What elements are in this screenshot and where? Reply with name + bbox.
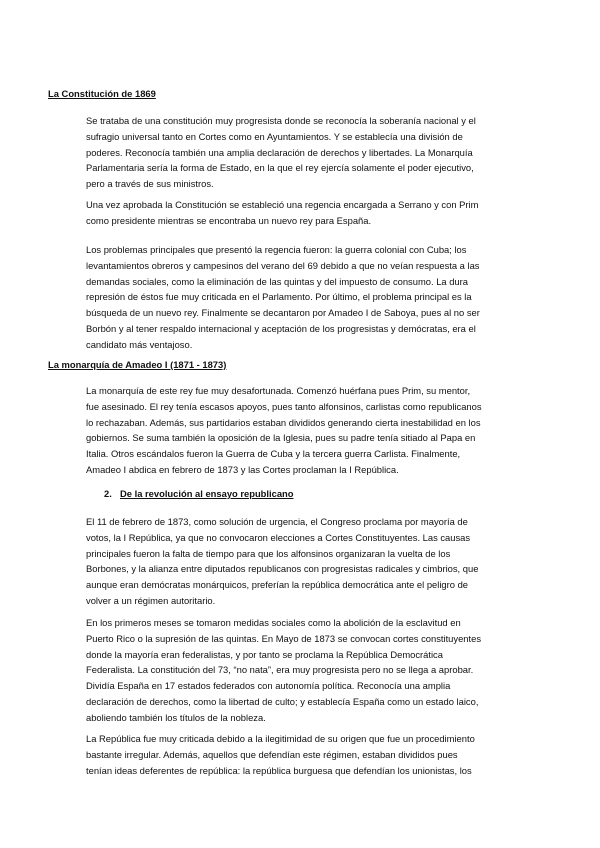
text-line: Dividía España en 17 estados federados con autonomía política. Reconocía una amplia <box>86 680 451 692</box>
paragraph-criticas-republica <box>86 731 475 778</box>
text-line: como presidente mientras se encontraba un nuevo rey para España. <box>86 214 372 226</box>
text-line: aboliendo también los títulos de la nobleza. <box>86 711 266 723</box>
text-line: Una vez aprobada la Constitución se estableció una regencia encargada a Serrano y con Prim <box>86 199 479 210</box>
text-line: El 11 de febrero de 1873, como solución de urgencia, el Congreso proclama por mayoría de <box>86 516 468 527</box>
text-line: gobiernos. Se suma también la oposición de la Iglesia, pues su padre tenía sitiado al Papa en <box>86 432 476 444</box>
text-line: candidato más ventajoso. <box>86 338 193 350</box>
text-line: sufragio universal tanto en Cortes como en Ayuntamientos. Y se establecía una división de <box>86 130 463 142</box>
text-line: Parlamentaria sería la forma de Estado, en la que el rey ejercía solamente el poder ejecutivo, <box>86 162 474 174</box>
paragraph-proclamacion-republica <box>86 514 478 609</box>
text-line: demandas sociales, como la eliminación de las quintas y del impuesto de consumo. La dura <box>86 275 468 287</box>
paragraph-constitucion <box>86 113 476 192</box>
section-heading-constitucion-1869: La Constitución de 1869 <box>48 88 156 99</box>
text-line: Italia. Otros escándalos fueron la Guerra de Cuba y la tercera guerra Carlista. Finalmente, <box>86 448 461 460</box>
text-line: fue asesinado. El rey tenía escasos apoyos, pues tanto alfonsinos, carlistas como republicanos <box>86 400 482 412</box>
text-line: búsqueda de un nuevo rey. Finalmente se decantaron por Amadeo I de Saboya, pues al no ser <box>86 307 480 319</box>
text-line: tenían ideas deferentes de república: la república burguesa que defendían los unionistas, los <box>86 764 472 776</box>
text-line: En los primeros meses se tomaron medidas sociales como la abolición de la esclavitud en <box>86 617 461 628</box>
paragraph-medidas-sociales <box>86 615 481 726</box>
section-heading-amadeo: La monarquía de Amadeo I (1871 - 1873) <box>48 359 227 370</box>
text-line: Amadeo I abdica en febrero de 1873 y las Cortes proclaman la I República. <box>86 463 399 475</box>
text-line: Borbones, y la alianza entre diputados republicanos con progresistas radicales y cimbrios, que <box>86 563 479 575</box>
text-line: donde la mayoría eran federalistas, y por tanto se proclama la República Democrática <box>86 648 443 660</box>
text-line: volver a un régimen autoritario. <box>86 594 216 606</box>
text-line: levantamientos obreros y campesinos del verano del 69 debido a que no veían respuesta a las <box>86 259 480 271</box>
text-line: Puerto Rico o la supresión de las quintas. En Mayo de 1873 se convocan cortes constituyentes <box>86 632 482 644</box>
text-line: aunque eran demócratas monárquicos, preferían la república democrática ante el peligro de <box>86 579 468 591</box>
text-line: bastante irregular. Además, aquellos que defendían este régimen, estaban divididos pues <box>86 748 458 760</box>
text-line: votos, la I República, ya que no convocaron elecciones a Cortes Constituyentes. Las causas <box>86 531 471 543</box>
text-line: Los problemas principales que presentó la regencia fueron: la guerra colonial con Cuba; los <box>86 244 467 255</box>
text-line: Borbón y al tener respaldo internacional y aceptación de los progresistas y demócratas, era el <box>86 322 476 334</box>
section-heading-revolucion <box>104 488 294 500</box>
text-line: Federalista. La constitución del 73, “no nata”, era muy progresista pero no se llega a aprobar. <box>86 664 474 676</box>
text-line: pero a través de sus ministros. <box>86 178 214 190</box>
text-line: lo rechazaban. Además, sus partidarios estaban divididos generando cierta inestabilidad en los <box>86 416 481 428</box>
text-line: La República fue muy criticada debido a la ilegitimidad de su origen que fue un procedimiento <box>86 733 475 744</box>
text-line: represión de éstos fue muy criticada en el Parlamento. Por último, el problema principal es la <box>86 291 472 303</box>
text-line: Se trataba de una constitución muy progresista donde se reconocía la soberanía nacional y el <box>86 115 476 126</box>
paragraph-problemas-regencia <box>86 242 480 353</box>
text-line: principales fueron la falta de tiempo para que los alfonsinos organizaran la vuelta de los <box>86 547 451 559</box>
text-line: La monarquía de este rey fue muy desafortunada. Comenzó huérfana pues Prim, su mentor, <box>86 385 471 396</box>
text-line: declaración de derechos, como la libertad de culto; y establecía España como un estado laico, <box>86 695 479 707</box>
paragraph-amadeo <box>86 383 482 478</box>
text-line: poderes. Reconocía también una amplia declaración de derechos y libertades. La Monarquía <box>86 146 473 158</box>
section-title: De la revolución al ensayo republicano <box>120 488 294 499</box>
section-number: 2. <box>104 488 112 499</box>
paragraph-regencia <box>86 197 478 229</box>
